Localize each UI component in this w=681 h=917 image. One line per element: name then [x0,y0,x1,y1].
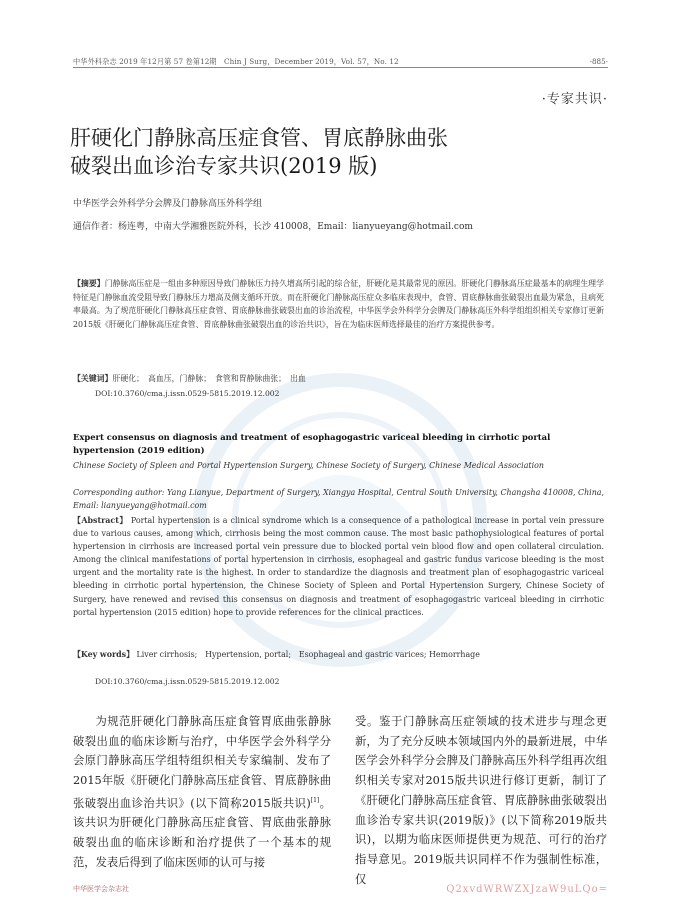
doi-en: DOI:10.3760/cma.j.issn.0529-5815.2019.12.002 [95,677,280,686]
page-number: ·885· [589,57,608,66]
running-header: 中华外科杂志 2019 年12月第 57 卷第12期 Chin J Surg，December 2019，Vol. 57，No. 12 [73,57,399,66]
keywords-cn-text: 肝硬化； 高血压，门静脉； 食管和胃静脉曲张； 出血 [112,374,306,383]
abstract-en [73,514,604,619]
abstract-cn-text: 门静脉高压症是一组由多种原因导致门静脉压力持久增高所引起的综合征，肝硬化是其最常见的原因。肝硬化门静脉高压症最基本的病理生理学特征是门静脉血流受阻导致门静脉压力增高及侧支循环开放。而在肝硬化门静脉高压症众多临床表现中，食管、胃底静脉曲张破裂出血最为紧急，且病死率最高。为了规范肝硬化门静脉高压症食管、胃底静脉曲张破裂出血的诊治流程，中华医学会外科学分会脾及门静脉高压外科学组组织相关专家修订更新2015版《肝硬化门静脉高压症食管、胃底静脉曲张破裂出血的诊治共识》，旨在为临床医师选择最佳的治疗方案提供参考。 [73,279,604,329]
english-title: Expert consensus on diagnosis and treatment of esophagogastric variceal bleeding in cirrhotic portal hypertension (2019 edition) [73,432,551,455]
keywords-en-label: 【Key words】 [73,650,134,659]
keywords-en [73,648,604,661]
correspondence: 通信作者：杨连粤，中南大学湘雅医院外科，长沙 410008，Email：lianyueyang@hotmail.com [73,222,473,232]
doi-cn: DOI:10.3760/cma.j.issn.0529-5815.2019.12.002 [95,389,280,398]
body-right-text: 受。鉴于门静脉高压症领域的技术进步与理念更新，为了充分反映本领域国内外的最新进展，中华医学会外科学分会脾及门静脉高压外科学组再次组织相关专家对2015版共识进行修订更新，制订了《肝硬化门静脉高压症食管、胃底静脉曲张破裂出血诊治专家共识(2019版)》(以下简称2019版共识)，以期为临床医师提供更为规范、可行的治疗指导意见。2019版共识同样不作为强制性标准，仅 [355,715,607,886]
abstract-cn-label: 【摘要】 [73,279,105,288]
keywords-en-text: Liver cirrhosis; Hypertension, portal; Esophageal and gastric varices; Hemorrhage [136,650,480,659]
abstract-en-text: Portal hypertension is a clinical syndrome which is a consequence of a pathological increase in portal vein pressure due to various causes, among which, cirrhosis being the most common cause. The most basic pathophysiological features of portal hypertension in cirrhosis are increased portal vein pressure due to blocked portal vein blood flow and open collateral circulation. Among the clinical manifestations of portal hypertension in cirrhosis, esophageal and gastric fundus varicose bleeding is the most urgent and the mortality rate is the highest. In order to standardize the diagnosis and treatment plan of esophagogastric variceal bleeding in cirrhotic portal hypertension, the Chinese Society of Spleen and Portal Hypertension Surgery, Chinese Society of Surgery, have renewed and revised this consensus on diagnosis and treatment of esophagogastric variceal bleeding in cirrhotic portal hypertension (2015 edition) hope to provide references for the clinical practices. [73,516,605,617]
publisher-logo: 中华医学会杂志社 [73,885,129,893]
keywords-cn-label: 【关键词】 [73,374,113,383]
english-correspondence: Corresponding author: Yang Lianyue, Department of Surgery, Xiangya Hospital, Central South University, Changsha 410008, China, Email: lianyueyang@hotmail.com [73,488,604,510]
body-column-right [355,712,607,889]
footer-watermark-code: Q2xvdWRWZXJzaW9uLQo= [446,884,608,895]
body-left-tail: 。该共识为肝硬化门静脉高压症食管、胃底曲张静脉破裂出血的临床诊断和治疗提供了一个基本的规范，发表后得到了临床医师的认可与接 [73,796,331,869]
body-left-text: 为规范肝硬化门静脉高压症食管胃底曲张静脉破裂出血的临床诊断与治疗，中华医学会外科学分会原门静脉高压学组特组织相关专家编制、发布了2015年版《肝硬化门静脉高压症食管、胃底静脉曲张破裂出血诊治共识》(以下简称2015版共识) [73,715,331,810]
header-rule [73,67,608,68]
body-column-left [73,712,331,872]
article-title-line-1: 肝硬化门静脉高压症食管、胃底静脉曲张 [70,126,448,150]
abstract-cn [73,277,604,331]
article-title-line-2: 破裂出血诊治专家共识(2019 版) [70,154,378,178]
english-organization: Chinese Society of Spleen and Portal Hypertension Surgery, Chinese Society of Surgery, Chinese Medical Association [73,461,544,470]
section-label: ·专家共识· [541,92,608,107]
author-organization: 中华医学会外科学分会脾及门静脉高压外科学组 [73,199,263,209]
reference-marker[interactable]: [1] [310,796,320,804]
keywords-cn [73,373,604,384]
abstract-en-label: 【Abstract】 [73,516,128,525]
